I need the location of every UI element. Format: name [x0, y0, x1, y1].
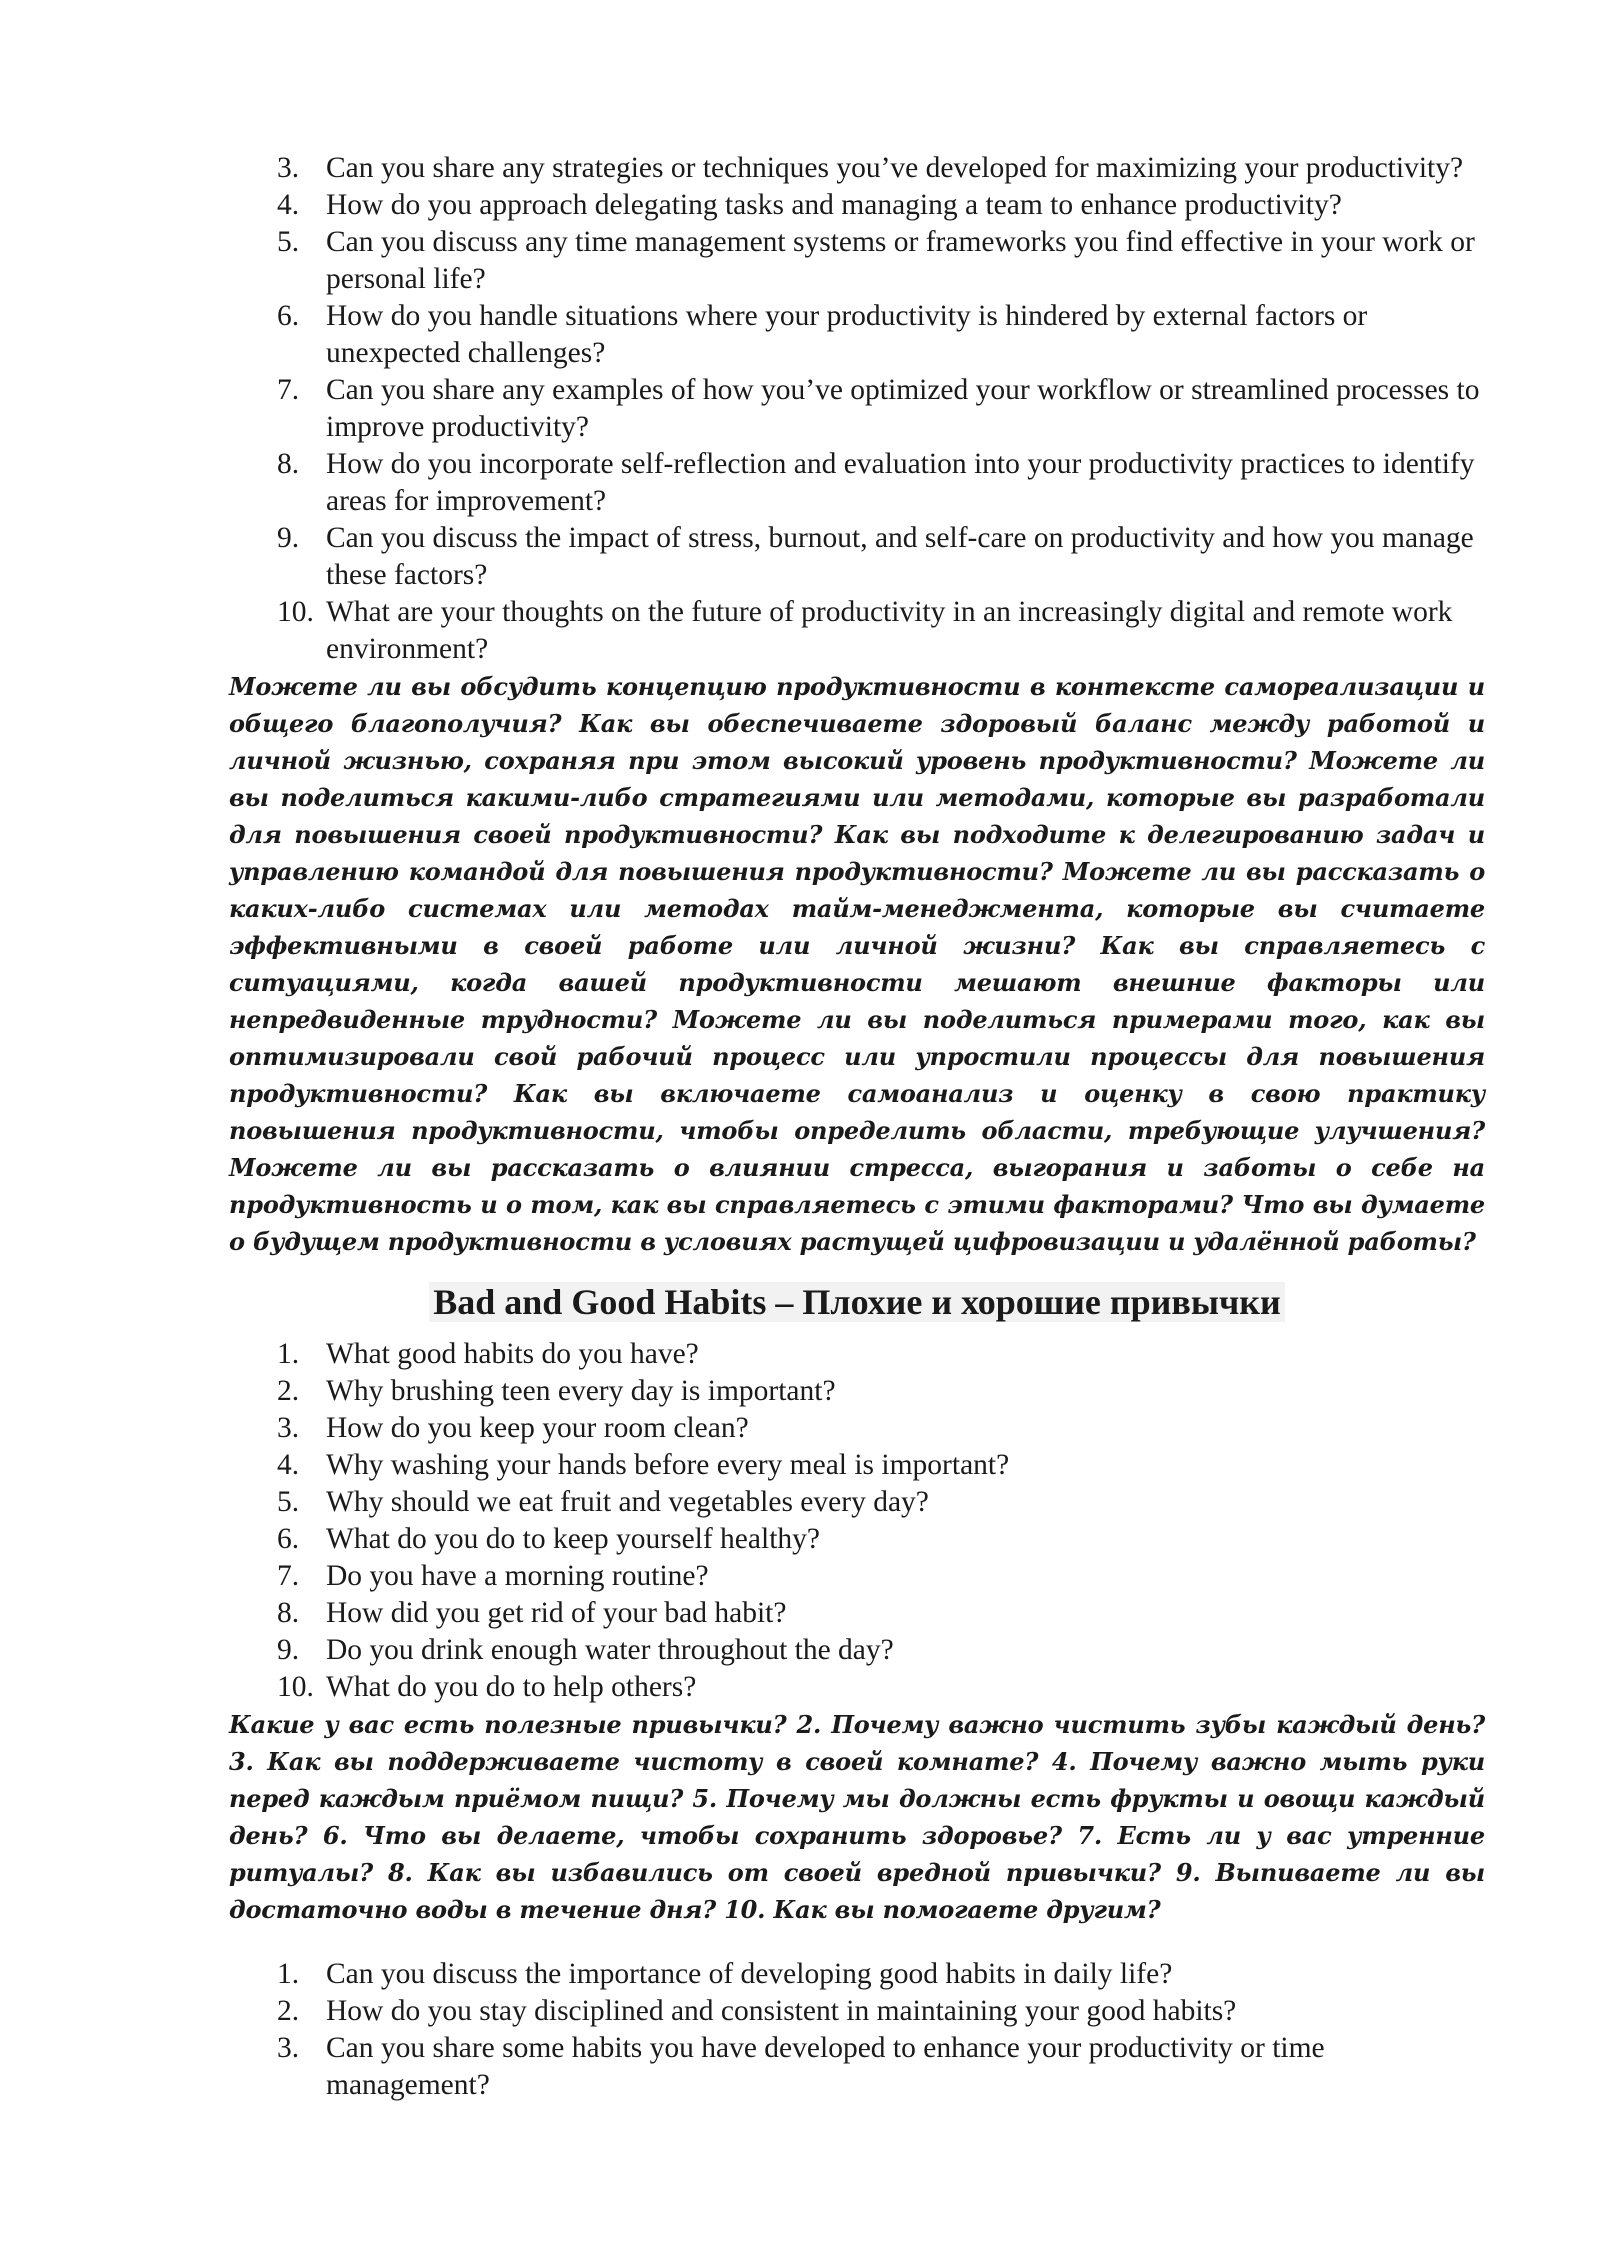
list-item	[229, 298, 1485, 372]
list-item-number: 3.	[277, 2032, 300, 2064]
list-item-text: What are your thoughts on the future of productivity in an increasingly digital and remote work environment?	[326, 596, 1453, 665]
list-item-number: 7.	[277, 1560, 300, 1592]
list-item-text: Why washing your hands before every meal is important?	[326, 1449, 1010, 1481]
list-item-text: How do you approach delegating tasks and managing a team to enhance productivity?	[326, 189, 1342, 221]
list-item-number: 7.	[277, 374, 300, 406]
habits-question-list	[229, 1336, 1485, 1706]
habits-discussion-list	[229, 1956, 1485, 2104]
list-item-text: Can you discuss the impact of stress, burnout, and self-care on productivity and how you manage these factors?	[326, 522, 1474, 591]
list-item	[229, 594, 1485, 668]
list-item	[229, 1484, 1485, 1521]
list-item	[229, 224, 1485, 298]
list-item-text: Do you have a morning routine?	[326, 1560, 709, 1592]
list-item	[229, 1595, 1485, 1632]
list-item-text: Can you discuss any time management systems or frameworks you find effective in your work or personal life?	[326, 226, 1475, 295]
list-item-text: Can you share some habits you have developed to enhance your productivity or time management?	[326, 2032, 1325, 2101]
list-item	[229, 1410, 1485, 1447]
russian-translation-habits: Какие у вас есть полезные привычки? 2. Почему важно чистить зубы каждый день? 3. Как вы поддерживаете чистоту в своей комнате? 4. Почему важно мыть руки перед каждым приёмом пищи? 5. Почему мы должны есть фрукты и овощи каждый день? 6. Что вы делаете, чтобы сохранить здоровье? 7. Есть ли у вас утренние ритуалы? 8. Как вы избавились от своей вредной привычки? 9. Выпиваете ли вы достаточно воды в течение дня? 10. Как вы помогаете другим?	[229, 1710, 1485, 1924]
list-item	[229, 520, 1485, 594]
section-title-text: Bad and Good Habits – Плохие и хорошие привычки	[429, 1282, 1285, 1322]
list-item-number: 1.	[277, 1338, 300, 1370]
section-title	[229, 1278, 1485, 1326]
list-item-number: 2.	[277, 1995, 300, 2027]
page-content	[229, 150, 1485, 2104]
list-item	[229, 1521, 1485, 1558]
list-item-text: How do you handle situations where your productivity is hindered by external factors or unexpected challenges?	[326, 300, 1368, 369]
list-item-number: 3.	[277, 152, 300, 184]
list-item-number: 1.	[277, 1958, 300, 1990]
list-item-text: How do you keep your room clean?	[326, 1412, 749, 1444]
list-item	[229, 446, 1485, 520]
list-item-number: 5.	[277, 1486, 300, 1518]
list-item	[229, 1447, 1485, 1484]
list-item-number: 5.	[277, 226, 300, 258]
list-item-text: How do you incorporate self-reflection and evaluation into your productivity practices to identify areas for improvement?	[326, 448, 1475, 517]
list-item-number: 4.	[277, 1449, 300, 1481]
list-item	[229, 1632, 1485, 1669]
list-item-number: 3.	[277, 1412, 300, 1444]
list-item-number: 8.	[277, 1597, 300, 1629]
list-item-text: Can you share any strategies or techniques you’ve developed for maximizing your productivity?	[326, 152, 1464, 184]
list-item-number: 10.	[277, 596, 314, 628]
list-item	[229, 372, 1485, 446]
list-item-text: Why brushing teen every day is important?	[326, 1375, 836, 1407]
list-item-number: 9.	[277, 1634, 300, 1666]
list-item	[229, 1669, 1485, 1706]
list-item-text: Why should we eat fruit and vegetables every day?	[326, 1486, 929, 1518]
list-item	[229, 1558, 1485, 1595]
list-item-number: 6.	[277, 300, 300, 332]
list-item	[229, 1956, 1485, 1993]
list-item-number: 2.	[277, 1375, 300, 1407]
list-item-text: What good habits do you have?	[326, 1338, 699, 1370]
list-item-number: 8.	[277, 448, 300, 480]
list-item-number: 4.	[277, 189, 300, 221]
list-item-text: Can you share any examples of how you’ve optimized your workflow or streamlined processes to improve productivity?	[326, 374, 1480, 443]
list-item-text: What do you do to keep yourself healthy?	[326, 1523, 820, 1555]
list-item-text: How do you stay disciplined and consistent in maintaining your good habits?	[326, 1995, 1237, 2027]
list-item	[229, 187, 1485, 224]
list-item	[229, 1336, 1485, 1373]
list-item-number: 6.	[277, 1523, 300, 1555]
productivity-question-list	[229, 150, 1485, 668]
spacer	[229, 1928, 1485, 1956]
list-item-text: Can you discuss the importance of developing good habits in daily life?	[326, 1958, 1173, 1990]
list-item	[229, 150, 1485, 187]
list-item	[229, 1373, 1485, 1410]
list-item-text: What do you do to help others?	[326, 1671, 697, 1703]
list-item	[229, 2030, 1485, 2104]
list-item-number: 9.	[277, 522, 300, 554]
list-item-text: How did you get rid of your bad habit?	[326, 1597, 787, 1629]
russian-translation-productivity: Можете ли вы обсудить концепцию продуктивности в контексте самореализации и общего благополучия? Как вы обеспечиваете здоровый баланс между работой и личной жизнью, сохраняя при этом высокий уровень продуктивности? Можете ли вы поделиться какими-либо стратегиями или методами, которые вы разработали для повышения своей продуктивности? Как вы подходите к делегированию задач и управлению командой для повышения продуктивности? Можете ли вы рассказать о каких-либо системах или методах тайм-менеджмента, которые вы считаете эффективными в своей работе или личной жизни? Как вы справляетесь с ситуациями, когда вашей продуктивности мешают внешние факторы или непредвиденные трудности? Можете ли вы поделиться примерами того, как вы оптимизировали свой рабочий процесс или упростили процессы для повышения продуктивности? Как вы включаете самоанализ и оценку в свою практику повышения продуктивности, чтобы определить области, требующие улучшения? Можете ли вы рассказать о влиянии стресса, выгорания и заботы о себе на продуктивность и о том, как вы справляетесь с этими факторами? Что вы думаете о будущем продуктивности в условиях растущей цифровизации и удалённой работы?	[229, 672, 1485, 1256]
list-item-text: Do you drink enough water throughout the day?	[326, 1634, 894, 1666]
list-item-number: 10.	[277, 1671, 314, 1703]
list-item	[229, 1993, 1485, 2030]
